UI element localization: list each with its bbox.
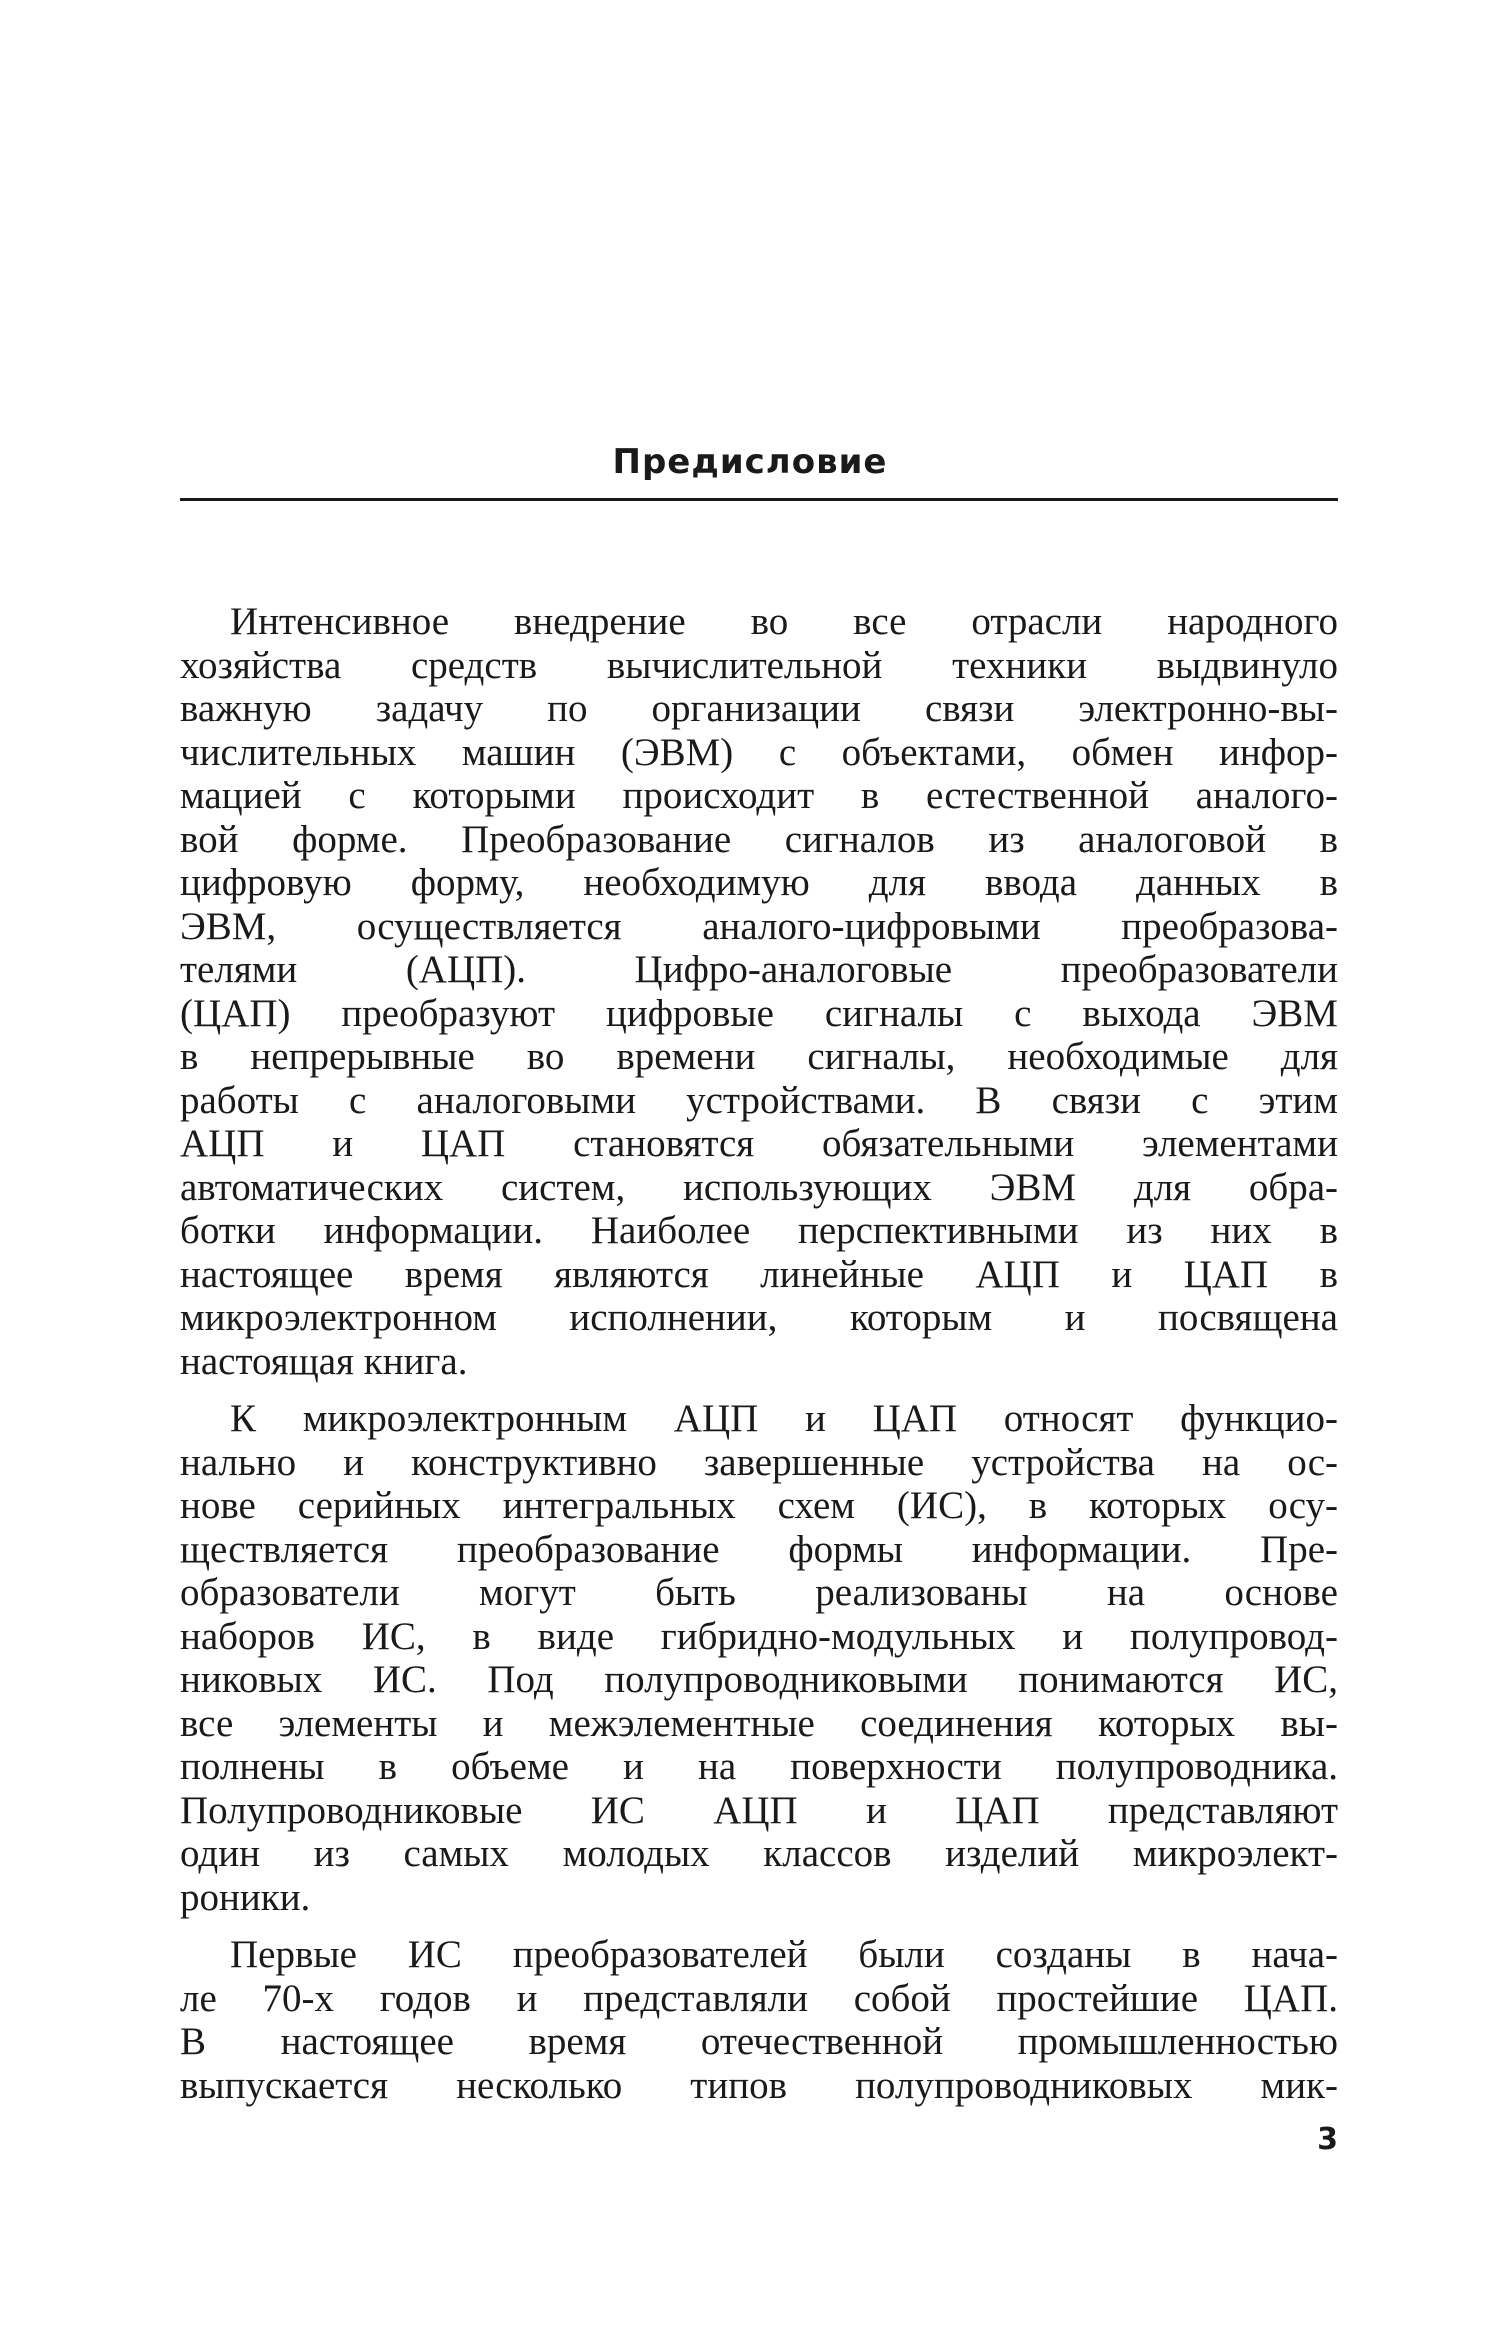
paragraph-spacer [180, 1383, 1338, 1397]
text-line: (ЦАП) преобразуют цифровые сигналы с выхода ЭВМ [180, 991, 1338, 1035]
text-line: автоматических систем, использующих ЭВМ для обра- [180, 1165, 1338, 1209]
text-line: наборов ИС, в виде гибридно-модульных и полупровод- [180, 1614, 1338, 1658]
text-line: ботки информации. Наиболее перспективными из них в [180, 1209, 1338, 1252]
text-line: роники. [180, 1875, 311, 1919]
text-line: мацией с которыми происходит в естественной аналого- [180, 774, 1338, 817]
text-line: В настоящее время отечественной промышленностью [180, 2020, 1338, 2063]
text-line: Интенсивное внедрение во все отрасли народного [230, 600, 1338, 643]
paragraph-spacer [180, 1919, 1338, 1933]
text-line: хозяйства средств вычислительной техники выдвинуло [180, 643, 1338, 687]
text-line: вой форме. Преобразование сигналов из аналоговой в [180, 817, 1338, 861]
text-line: цифровую форму, необходимую для ввода данных в [180, 861, 1338, 904]
page-number: 3 [1317, 2122, 1338, 2157]
paragraph-3 [180, 1933, 1338, 2107]
text-line: в непрерывные во времени сигналы, необходимые для [180, 1035, 1338, 1078]
text-line: числительных машин (ЭВМ) с объектами, обмен инфор- [180, 730, 1338, 774]
text-line: все элементы и межэлементные соединения которых вы- [180, 1701, 1338, 1745]
text-line: работы с аналоговыми устройствами. В связи с этим [180, 1078, 1338, 1122]
text-line: ЭВМ, осуществляется аналого-цифровыми преобразова- [180, 904, 1338, 948]
text-line: полнены в объеме и на поверхности полупроводника. [180, 1745, 1338, 1788]
text-line: нально и конструктивно завершенные устройства на ос- [180, 1440, 1338, 1484]
text-line: настоящая книга. [180, 1339, 468, 1383]
text-line: ществляется преобразование формы информации. Пре- [180, 1527, 1338, 1571]
text-line: телями (АЦП). Цифро-аналоговые преобразователи [180, 948, 1338, 991]
paragraph-1 [180, 600, 1338, 1383]
text-line: один из самых молодых классов изделий микроэлект- [180, 1832, 1338, 1875]
text-line: ле 70-х годов и представляли собой простейшие ЦАП. [180, 1976, 1338, 2020]
text-line: образователи могут быть реализованы на основе [180, 1571, 1338, 1614]
text-line: К микроэлектронным АЦП и ЦАП относят функцио- [230, 1397, 1338, 1440]
body-text [180, 600, 1338, 2107]
text-line: микроэлектронном исполнении, которым и посвящена [180, 1296, 1338, 1339]
text-line: настоящее время являются линейные АЦП и ЦАП в [180, 1252, 1338, 1296]
text-line: Полупроводниковые ИС АЦП и ЦАП представляют [180, 1788, 1338, 1832]
page-heading: Предисловие [612, 442, 888, 482]
paragraph-2 [180, 1397, 1338, 1919]
heading-rule [180, 498, 1338, 501]
text-line: никовых ИС. Под полупроводниковыми понимаются ИС, [180, 1658, 1338, 1701]
text-line: выпускается несколько типов полупроводниковых мик- [180, 2063, 1338, 2107]
text-line: Первые ИС преобразователей были созданы в нача- [230, 1933, 1338, 1976]
text-line: важную задачу по организации связи электронно-вы- [180, 687, 1338, 730]
text-line: нове серийных интегральных схем (ИС), в которых осу- [180, 1484, 1338, 1527]
text-line: АЦП и ЦАП становятся обязательными элементами [180, 1122, 1338, 1165]
